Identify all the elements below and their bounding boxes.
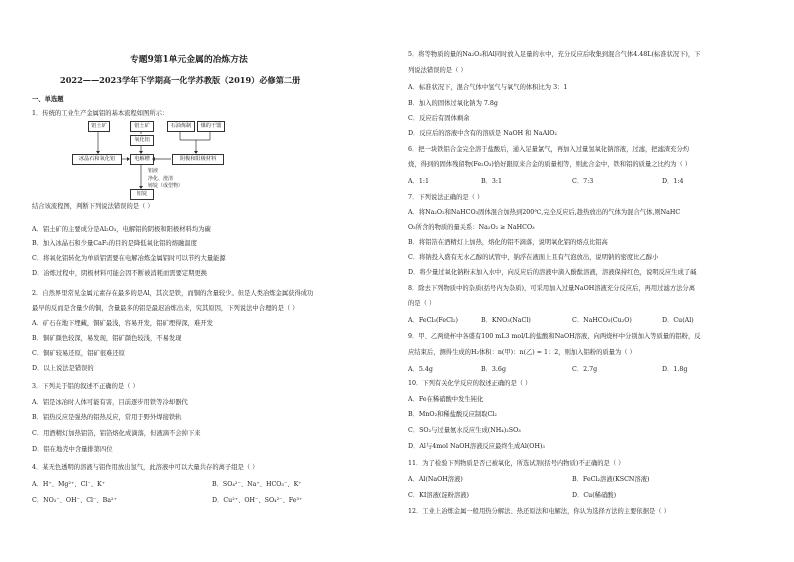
flow-box-coal: 煤的干馏 (197, 121, 225, 132)
q1-option-b: B．加入冰晶石和少量CaF₂的目的是降低氧化铝的熔融温度 (32, 240, 197, 247)
q5-option-b: B．加入的固体过氧化钠为 7.8g (408, 100, 498, 107)
q11-option-c: C．KI溶液(淀粉溶液) (408, 492, 470, 499)
q2-option-d: D．以上说法是错误的 (32, 365, 94, 372)
q5-option-c: C．反应后有固体剩余 (408, 115, 470, 122)
q4-option-c: C．NO₃⁻、OH⁻、Cl⁻、Ba²⁺ (32, 497, 117, 504)
q8-option-a: A．FeCl₃(FeCl₂) (408, 317, 458, 324)
q10-option-b: B．MnO₂和稀盐酸反应制取Cl₂ (408, 411, 497, 418)
q3-option-a: A．铝是冰冶时人体可能有害，目前逐步用铁等冷却器代 (32, 399, 188, 406)
q2-stem-line2: 最早的反而是含量少的铜，含量最多的铝是最迟冶炼出来，究其原因，下列说法中合理的是（ ） (32, 305, 299, 312)
q6-option-b: B．3:1 (481, 178, 503, 185)
q4-option-a: A．H⁺、Mg²⁺、Cl⁻、K⁺ (32, 481, 106, 488)
flow-box-alumina: 氧化铝 (130, 135, 154, 146)
flow-label-aluminum-liquid: 铝液 (148, 168, 159, 174)
q5-option-d: D．反应后的溶液中含有的溶质是 NaOH 和 NaAlO₂ (408, 130, 557, 137)
q1-option-c: C．将氧化铝转化为单质铝需要在电解冶炼金属铝时可以节约大量能源 (32, 255, 226, 262)
flow-box-cryolite: 冰晶石和氧化铝 (72, 154, 122, 165)
q10-option-a: A．Fe在稀硝酸中发生钝化 (408, 396, 484, 403)
q1-stem: 1．传统的工业生产金属铝的基本流程如图所示： (32, 110, 169, 117)
q11-option-d: D．Cu(稀硝酸) (572, 492, 617, 499)
q2-option-b: B．铜矿颜色较深，易发现，铝矿颜色较浅，不易发现 (32, 335, 182, 342)
q9-stem-line1: 9．甲、乙两烧杯中各盛有100 mL3 mol/L的盐酸和NaOH溶液，向两烧杯中分别加入等质量的铝粉，反 (408, 333, 701, 340)
q9-stem-line2: 应结束后，测得生成的H₂体积：n(甲)：n(乙) = 1：2，则加入铝粉的质量为（ ） (408, 349, 636, 356)
q11-stem: 11．为了检验下列物质是否已被氧化，所选试剂(括号内物质)不正确的是（ ） (408, 460, 625, 467)
flow-label-casting: 铸锭（成型物） (148, 183, 184, 189)
q8-option-d: D．Cu(Al) (662, 317, 694, 324)
q10-stem: 10．下列有关化学反应的叙述正确的是（ ） (408, 380, 532, 387)
flow-box-petroleum: 石油炼制 (167, 121, 195, 132)
q9-option-a: A．5.4g (408, 366, 433, 373)
q3-option-b: B．铝热反应是强热的铝热反应，常用于野外焊接铁轨 (32, 414, 182, 421)
q1-option-d: D．冶炼过程中，阴极材料可能会因不断被消耗而需要定期更换 (32, 270, 208, 277)
q8-stem-line1: 8．除去下列物质中的杂质(括号内为杂质)，可采用加入过量NaOH溶液充分反应后，再用过滤方法分离 (408, 285, 696, 292)
q10-option-d: D．Al与4mol NaOH溶液反应最终生成Al(OH)₃ (408, 443, 545, 450)
q8-option-c: C．NaHCO₃(Cu₂O) (572, 317, 632, 324)
q4-option-b: B．SO₄²⁻、Na⁺、HCO₃⁻、K⁺ (212, 481, 302, 488)
q7-option-a-line1: A．将Na₂O₂和NaHCO₃固体混合加热到200℃,完全反应后,趁热放出的气体为混合气体,则NaHC (408, 209, 681, 216)
page-title: 专题9第1单元金属的冶炼方法 (130, 55, 248, 65)
q3-option-c: C．用酒精灯加热铝箔，铝箔熔化成滴落，但液滴不会掉下来 (32, 430, 201, 437)
q6-option-a: A．1:1 (408, 178, 429, 185)
q10-option-c: C．SO₂与过量氨水反应生成(NH₄)₂SO₃ (408, 427, 521, 434)
flow-label-purify: 净化、澄清 (148, 176, 174, 182)
flow-box-bauxite: 铝土矿 (88, 121, 110, 132)
q4-option-d: D．Cu²⁺、OH⁻、SO₄²⁻、Fe³⁺ (212, 497, 303, 504)
flow-box-cell: 电解槽 (130, 154, 154, 165)
flow-box-bauxite-2: 铝土矿 (130, 121, 154, 132)
q4-stem: 4．某无色透明的溶液与铝作用放出氢气，此溶液中可以大量共存的离子组是（ ） (32, 464, 259, 471)
q12-stem: 12．工业上冶炼金属一般用热分解法、热还原法和电解法，你认为选择方法的主要依据是（ ） (408, 508, 670, 515)
q1-continuation: 结合该流程图，判断下列说法错误的是（ ） (32, 203, 154, 210)
q5-option-a: A．标准状况下，混合气体中氢气与氧气的体积比为 3：1 (408, 84, 568, 91)
q8-option-b: B．KNO₃(NaCl) (481, 317, 531, 324)
q8-stem-line2: 的是（ ） (408, 300, 436, 307)
q6-option-c: C．7:3 (572, 178, 594, 185)
q6-stem-line2: 烧，得到的固体残留物(Fe₂O₃)恰好跟原来合金的质量相等，则此合金中，铁和铝的质量之比约为（ ） (408, 161, 692, 168)
flow-box-ingot: 铝锭 (130, 189, 154, 200)
q5-stem-line2: 列说法错误的是（ ） (408, 67, 467, 74)
q11-option-a: A．Al(NaOH溶液) (408, 476, 463, 483)
q3-option-d: D．铝在地壳中含量排第四位 (32, 446, 113, 453)
q3-stem: 3．下列关于铝的叙述不正确的是（ ） (32, 383, 139, 390)
q9-option-d: D．1.8g (662, 366, 688, 373)
q2-option-a: A．矿石在地下埋藏，铜矿最浅，容易开发，铝矿埋得深，难开发 (32, 320, 213, 327)
q1-option-a: A．铝土矿的主要成分是Al₂O₃，电解铝的阴极和阳极材料均为碳 (32, 226, 211, 233)
section-heading: 一、单选题 (32, 96, 64, 103)
q7-stem: 7．下列说法正确的是（ ） (408, 194, 484, 201)
q11-option-b: B．FeCl₂溶液(KSCN溶液) (572, 476, 650, 483)
q7-option-a-line2: O₃所含的物质的量关系：Na₂O₂ ≥ NaHCO₃ (408, 224, 535, 231)
q9-option-b: B．3.6g (481, 366, 506, 373)
q5-stem-line1: 5．将等物质的量的Na₂O₂和Al同时放入足量的水中，充分反应后收集到混合气体4.48L(标准状况下)，下 (408, 51, 701, 58)
q7-option-b: B．将铝箔在酒精灯上加热，熔化的铝不滴落，说明氧化铝的熔点比铝高 (408, 239, 608, 246)
q2-stem-line1: 2．自然界里常见金属元素存在最多的是Al，其次是铁，而铜的含量较少。但是人类冶炼金属获得成功 (32, 290, 314, 297)
q7-option-c: C．将钠投入盛有无水乙醇的试管中，钠浮在液面上且有气泡放出，说明钠的密度比乙醇小 (408, 254, 659, 261)
q6-option-d: D．1:4 (662, 178, 684, 185)
q9-option-c: C．2.7g (572, 366, 598, 373)
q6-stem-line1: 6．把一块铁铝合金完全溶于盐酸后，通入足量氯气，再加入过量氢氧化钠溶液，过滤，把滤渣充分灼 (408, 146, 690, 153)
flow-box-electrodes: 阴极和阳极材料 (172, 154, 224, 165)
q2-option-c: C．铜矿较易还原，铝矿很难还原 (32, 350, 125, 357)
page-subtitle: 2022——2023学年下学期高一化学苏教版（2019）必修第二册 (60, 75, 301, 85)
q7-option-d: D．将少量过氧化钠粉末加入水中，向反应后的溶液中滴入酚酞溶液，溶液保持红色，说明反应生成了碱 (408, 269, 697, 276)
